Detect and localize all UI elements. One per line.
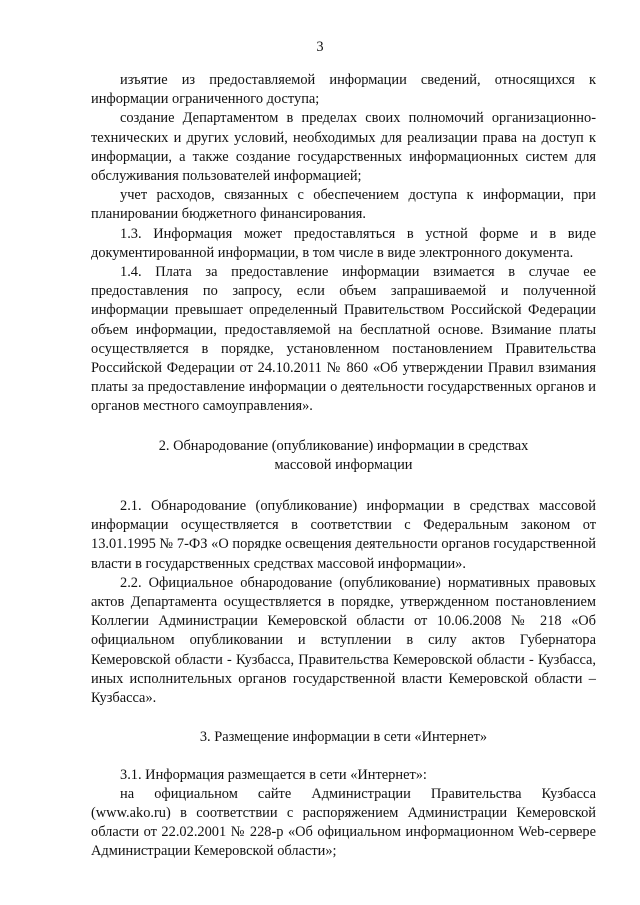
- section-3-heading: 3. Размещение информации в сети «Интернет»: [199, 729, 488, 746]
- paragraph-1-3: 1.3. Информация может предоставляться в устной форме и в виде документированной информации, в том числе в виде электронного документа.: [91, 225, 596, 261]
- paragraph-official-site: на официальном сайте Администрации Правительства Кузбасса (www.ako.ru) в соответствии с распоряжением Администрации Кемеровской области от 22.02.2001 № 228-р «Об официальном информационном Web-сервере Администрации Кемеровской области»;: [91, 785, 596, 860]
- section-2-heading-line2: массовой информации: [274, 456, 413, 473]
- paragraph-expenses: учет расходов, связанных с обеспечением доступа к информации, при планировании бюджетного финансирования.: [91, 187, 596, 223]
- paragraph-2-2: 2.2. Официальное обнародование (опубликование) нормативных правовых актов Департамента осуществляется в порядке, утвержденном постановлением Коллегии Администрации Кемеровской области от 10.06.2008 № 218 «Об официальном опубликовании и вступлении в силу актов Губернатора Кемеровской области - Кузбасса, Правительства Кемеровской области - Кузбасса, иных исполнительных органов государственной власти Кемеровской области – Кузбасса».: [91, 574, 596, 707]
- paragraph-1-4: 1.4. Плата за предоставление информации взимается в случае ее предоставления по запросу, если объем запрашиваемой и полученной информации превышает определенный Правительством Российской Федерации объем информации, предоставляемой на бесплатной основе. Взимание платы осуществляется в порядке, установленном постановлением Правительства Российской Федерации от 24.10.2011 № 860 «Об утверждении Правил взимания платы за предоставление информации о деятельности государственных органов и органов местного самоуправления».: [91, 264, 596, 415]
- paragraph-restriction: изъятие из предоставляемой информации сведений, относящихся к информации ограниченного доступа;: [91, 72, 596, 108]
- section-2-heading-line1: 2. Обнародование (опубликование) информации в средствах: [158, 437, 529, 454]
- paragraph-3-1: 3.1. Информация размещается в сети «Интернет»:: [120, 766, 427, 783]
- paragraph-2-1: 2.1. Обнародование (опубликование) информации в средствах массовой информации осуществляется в соответствии с Федеральным законом от 13.01.1995 № 7-ФЗ «О порядке освещения деятельности органов государственной власти в государственных средствах массовой информации».: [91, 498, 596, 572]
- paragraph-conditions: создание Департаментом в пределах своих полномочий организационно-технических и других условий, необходимых для реализации права на доступ к информации, а также создание государственных информационных систем для обслуживания пользователей информацией;: [91, 110, 596, 185]
- document-body: [91, 71, 596, 862]
- page-number: 3: [316, 39, 324, 55]
